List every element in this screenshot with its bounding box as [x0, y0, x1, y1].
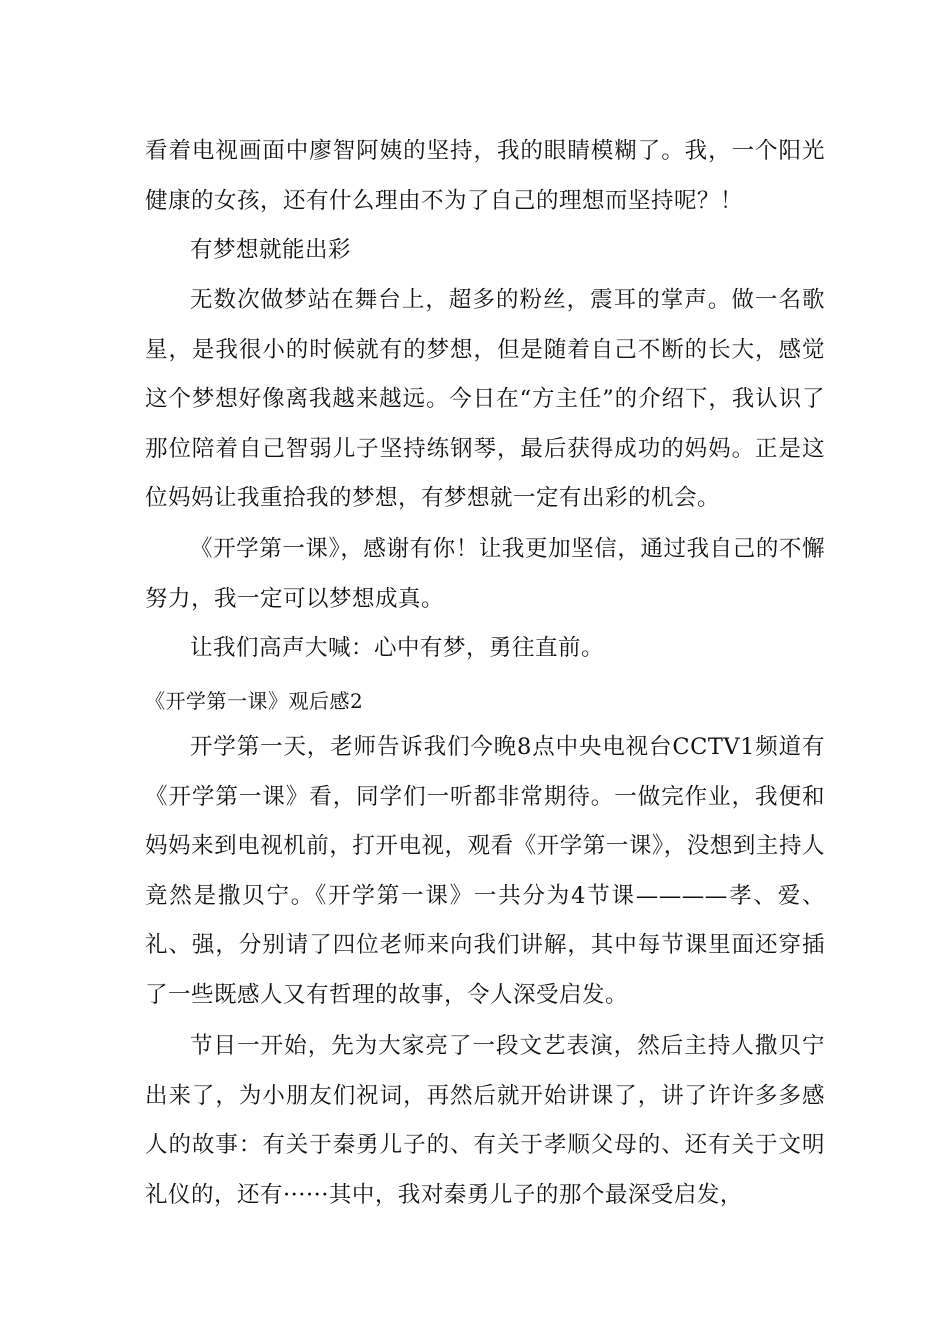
article-heading: 《开学第一课》观后感2 [145, 689, 364, 713]
paragraph-2: 无数次做梦站在舞台上，超多的粉丝，震耳的掌声。做一名歌星，是我很小的时候就有的梦想，但是随着自己不断的长大，感觉这个梦想好像离我越来越远。今日在“方主任”的介绍下，我认识了那位陪着自己智弱儿子坚持练钢琴，最后获得成功的妈妈。正是这位妈妈让我重拾我的梦想，有梦想就一定有出彩的机会。 [145, 287, 825, 511]
paragraph-4: 让我们高声大喊：心中有梦，勇往直前。 [190, 635, 605, 661]
paragraph-6: 节目一开始，先为大家亮了一段文艺表演，然后主持人撒贝宁出来了，为小朋友们祝词，再然后就开始讲课了，讲了许许多多感人的故事：有关于秦勇儿子的、有关于孝顺父母的、还有关于文明礼仪的，还有······其中，我对秦勇儿子的那个最深受启发， [145, 1033, 825, 1208]
section-subtitle: 有梦想就能出彩 [190, 237, 352, 263]
paragraph-3: 《开学第一课》，感谢有你！让我更加坚信，通过我自己的不懈努力，我一定可以梦想成真。 [145, 536, 825, 612]
paragraph-5: 开学第一天，老师告诉我们今晚8点中央电视台CCTV1频道有《开学第一课》看，同学们一听都非常期待。一做完作业，我便和妈妈来到电视机前，打开电视，观看《开学第一课》，没想到主持人竟然是撒贝宁。《开学第一课》一共分为4节课————孝、爱、礼、强，分别请了四位老师来向我们讲解，其中每节课里面还穿插了一些既感人又有哲理的故事，令人深受启发。 [145, 734, 825, 1008]
paragraph-1: 看着电视画面中廖智阿姨的坚持，我的眼睛模糊了。我，一个阳光健康的女孩，还有什么理由不为了自己的理想而坚持呢？！ [145, 138, 825, 214]
